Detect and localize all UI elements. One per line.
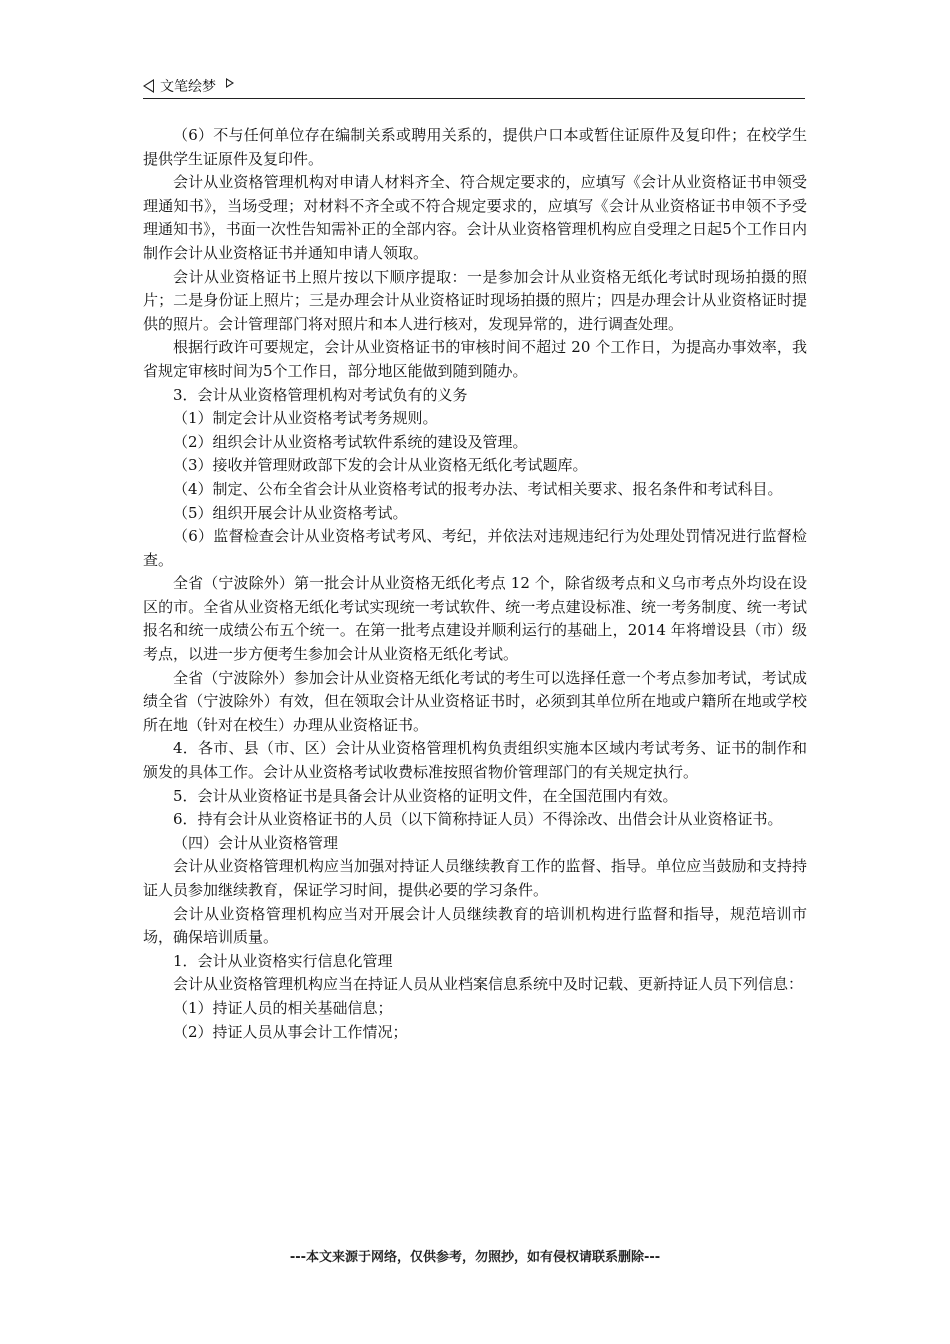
paragraph: 会计从业资格管理机构应当对开展会计人员继续教育的培训机构进行监督和指导，规范培训市场，确保培训质量。: [143, 904, 807, 947]
list-item: （5）组织开展会计从业资格考试。: [173, 503, 408, 522]
paragraph: 全省（宁波除外）参加会计从业资格无纸化考试的考生可以选择任意一个考点参加考试，考试成绩全省（宁波除外）有效，但在领取会计从业资格证书时，必须到其单位所在地或户籍所在地或学校所在地（针对在校生）办理从业资格证书。: [143, 668, 807, 734]
header-title: 文笔绘梦: [160, 79, 216, 95]
paragraph: 根据行政许可要规定，会计从业资格证书的审核时间不超过 20 个工作日，为提高办事效率，我省规定审核时间为5个工作日，部分地区能做到随到随办。: [143, 338, 807, 380]
paragraph: 6．持有会计从业资格证书的人员（以下简称持证人员）不得涂改、出借会计从业资格证书。: [173, 810, 783, 829]
paragraph: 全省（宁波除外）第一批会计从业资格无纸化考点 12 个，除省级考点和义乌市考点外均设在设区的市。全省从业资格无纸化考试实现统一考试软件、统一考点建设标准、统一考务制度、统一考试报名和统一成绩公布五个统一。在第一批考点建设并顺利运行的基础上，2014 年将增设县（市）级考点，以进一步方便考生参加会计从业资格无纸化考试。: [143, 574, 807, 664]
left-triangle-icon: [143, 79, 154, 93]
section-heading: 3．会计从业资格管理机构对考试负有的义务: [173, 385, 468, 404]
paragraph: 会计从业资格证书上照片按以下顺序提取：一是参加会计从业资格无纸化考试时现场拍摄的照片；二是身份证上照片；三是办理会计从业资格证时现场拍摄的照片；四是办理会计从业资格证时提供的照片。会计管理部门将对照片和本人进行核对，发现异常的，进行调查处理。: [143, 267, 807, 333]
list-item: （3）接收并管理财政部下发的会计从业资格无纸化考试题库。: [173, 456, 588, 475]
footer-disclaimer: ---本文来源于网络，仅供参考，勿照抄，如有侵权请联系删除---: [289, 1250, 661, 1265]
paragraph: 会计从业资格管理机构应当加强对持证人员继续教育工作的监督、指导。单位应当鼓励和支持持证人员参加继续教育，保证学习时间，提供必要的学习条件。: [143, 857, 807, 899]
list-item: （6）监督检查会计从业资格考试考风、考纪，并依法对违规违纪行为处理处罚情况进行监督检查。: [143, 527, 807, 569]
list-item: （2）组织会计从业资格考试软件系统的建设及管理。: [173, 432, 528, 451]
list-item: （1）持证人员的相关基础信息；: [173, 998, 393, 1017]
paragraph: 会计从业资格管理机构对申请人材料齐全、符合规定要求的，应填写《会计从业资格证书申领受理通知书》，当场受理；对材料不齐全或不符合规定要求的，应填写《会计从业资格证书申领不予受理通知书》，书面一次性告知需补正的全部内容。会计从业资格管理机构应自受理之日起5个工作日内制作会计从业资格证书并通知申请人领取。: [143, 173, 807, 262]
page-header: [143, 74, 805, 99]
list-item: （4）制定、公布全省会计从业资格考试的报考办法、考试相关要求、报名条件和考试科目。: [173, 479, 783, 498]
document-body: [143, 124, 807, 1044]
paragraph: 5．会计从业资格证书是具备会计从业资格的证明文件，在全国范围内有效。: [173, 786, 678, 805]
paragraph: （6）不与任何单位存在编制关系或聘用关系的，提供户口本或暂住证原件及复印件；在校学生提供学生证原件及复印件。: [143, 126, 807, 168]
paragraph: 4．各市、县（市、区）会计从业资格管理机构负责组织实施本区域内考试考务、证书的制作和颁发的具体工作。会计从业资格考试收费标准按照省物价管理部门的有关规定执行。: [143, 739, 807, 782]
section-heading: 1．会计从业资格实行信息化管理: [173, 951, 393, 970]
list-item: （1）制定会计从业资格考试考务规则。: [173, 409, 438, 428]
section-heading: （四）会计从业资格管理: [173, 833, 339, 852]
paragraph: 会计从业资格管理机构应当在持证人员从业档案信息系统中及时记载、更新持证人员下列信息：: [173, 975, 804, 994]
list-item: （2）持证人员从事会计工作情况；: [173, 1022, 408, 1041]
right-triangle-icon: [226, 78, 234, 88]
